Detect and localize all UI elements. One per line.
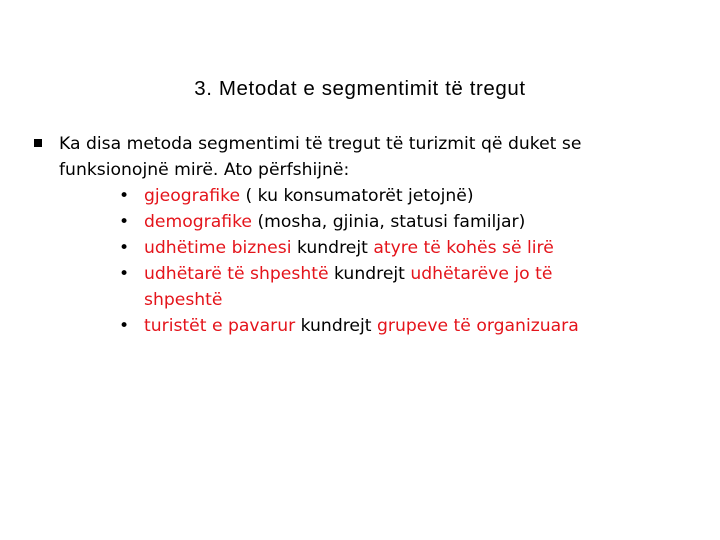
intro-line-2: funksionojnë mirë. Ato përfshijnë:	[59, 160, 350, 180]
intro-line-1: Ka disa metoda segmentimi të tregut të turizmit që duket se	[59, 134, 582, 154]
main-bullet-point	[34, 131, 704, 339]
method-description: (mosha, gjinia, statusi familjar)	[252, 212, 526, 232]
method-name: demografike	[144, 212, 252, 232]
list-item-independent-tourists	[119, 313, 704, 339]
method-contrast: grupeve të organizuara	[376, 316, 579, 336]
list-item-frequent-travelers	[119, 261, 704, 313]
bullet-dot-icon: •	[119, 264, 130, 284]
method-contrast: udhëtarëve jo të	[410, 264, 553, 284]
connector-word: kundrejt	[328, 264, 411, 284]
bullet-dot-icon: •	[119, 186, 130, 206]
method-name: gjeografike	[144, 186, 241, 206]
method-name: turistët e pavarur	[144, 316, 296, 336]
segmentation-methods-list	[119, 183, 704, 339]
bullet-dot-icon: •	[119, 316, 130, 336]
connector-word: kundrejt	[291, 238, 374, 258]
bullet-dot-icon: •	[119, 212, 130, 232]
method-description: ( ku konsumatorët jetojnë)	[240, 186, 474, 206]
list-item-business-travel	[119, 235, 704, 261]
method-contrast-continued: shpeshtë	[144, 290, 223, 310]
slide-body	[34, 131, 704, 339]
method-name: udhëtarë të shpeshtë	[144, 264, 329, 284]
list-item-line	[144, 261, 704, 287]
method-name: udhëtime biznesi	[144, 238, 292, 258]
slide-title: 3. Metodat e segmentimit të tregut	[194, 77, 526, 100]
square-bullet-icon	[34, 139, 42, 147]
list-item-geographic	[119, 183, 704, 209]
connector-word: kundrejt	[295, 316, 377, 336]
bullet-dot-icon: •	[119, 238, 130, 258]
method-contrast: atyre të kohës së lirë	[373, 238, 554, 258]
list-item-demographic	[119, 209, 704, 235]
